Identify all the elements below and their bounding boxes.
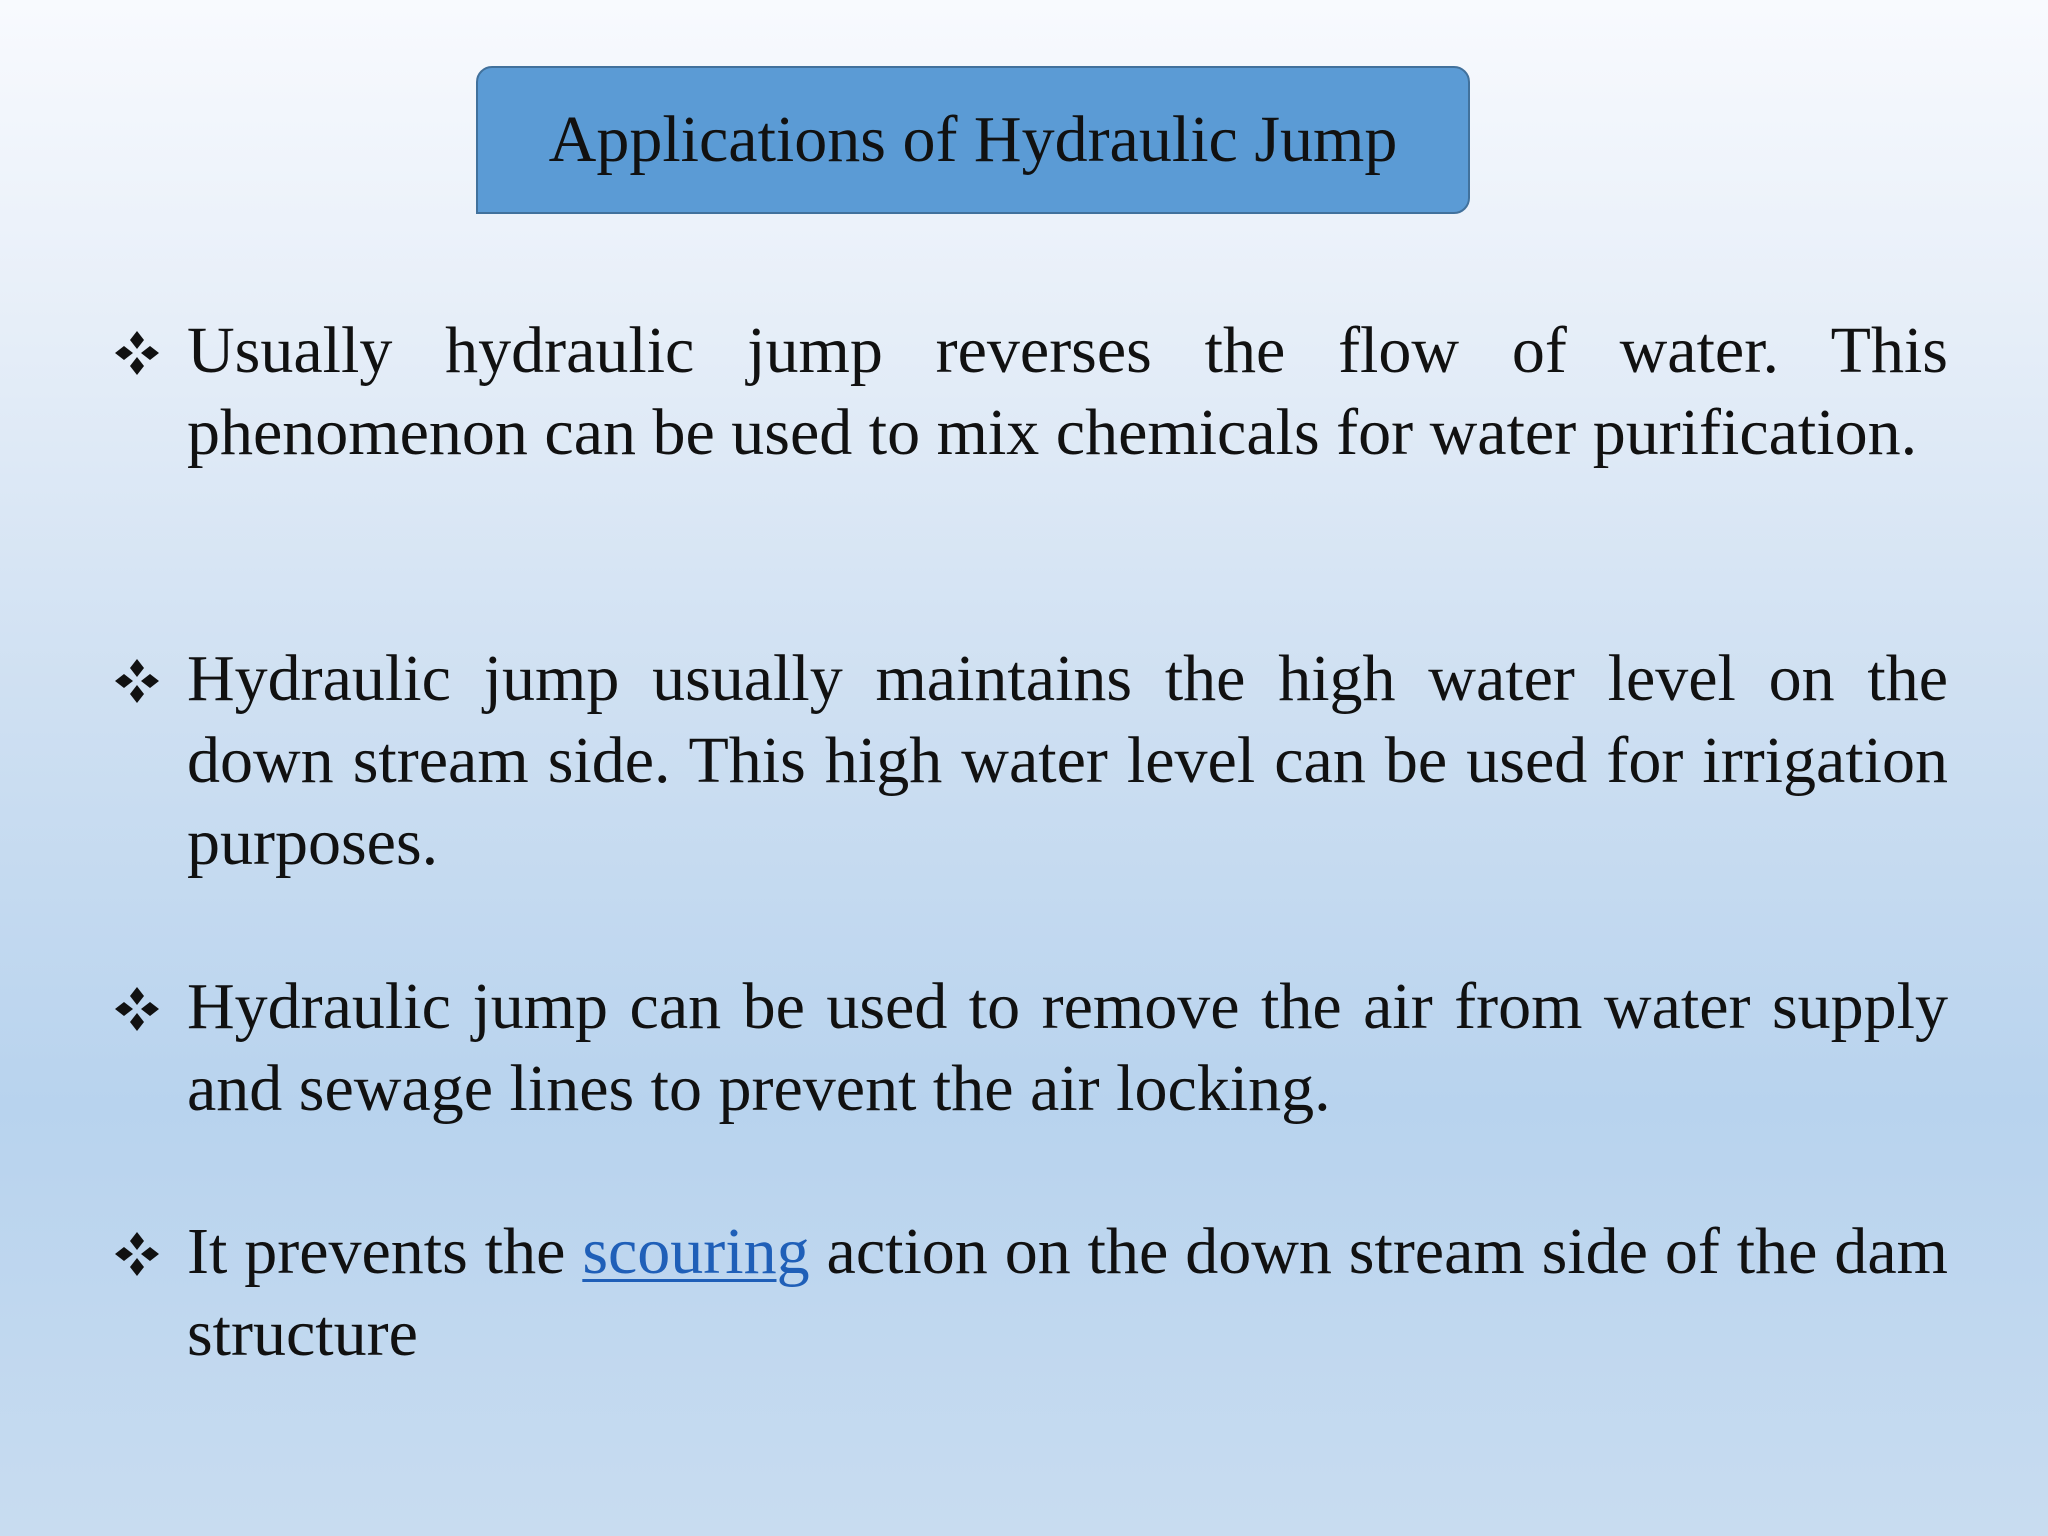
bullet-text [187,1211,1948,1375]
bullet-text: Hydraulic jump usually maintains the high water level on the down stream side. This high water level can be used for irrigation purposes. [187,642,1948,879]
bullet-text: Usually hydraulic jump reverses the flow of water. This phenomenon can be used to mix chemicals for water purification. [187,314,1948,469]
slide-title: Applications of Hydraulic Jump [548,103,1398,176]
four-diamond-bullet-icon [112,656,162,706]
four-diamond-bullet-icon [112,1229,162,1279]
bullet-text-after: action on the down stream side of the dam structure [187,1215,1948,1370]
four-diamond-bullet-icon [112,984,162,1034]
bullet-text-before: It prevents the [187,1215,583,1288]
four-diamond-bullet-icon [112,328,162,378]
scouring-link[interactable]: scouring [582,1215,810,1288]
title-box [476,66,1470,214]
bullet-text: Hydraulic jump can be used to remove the air from water supply and sewage lines to prevent the air locking. [187,970,1948,1125]
